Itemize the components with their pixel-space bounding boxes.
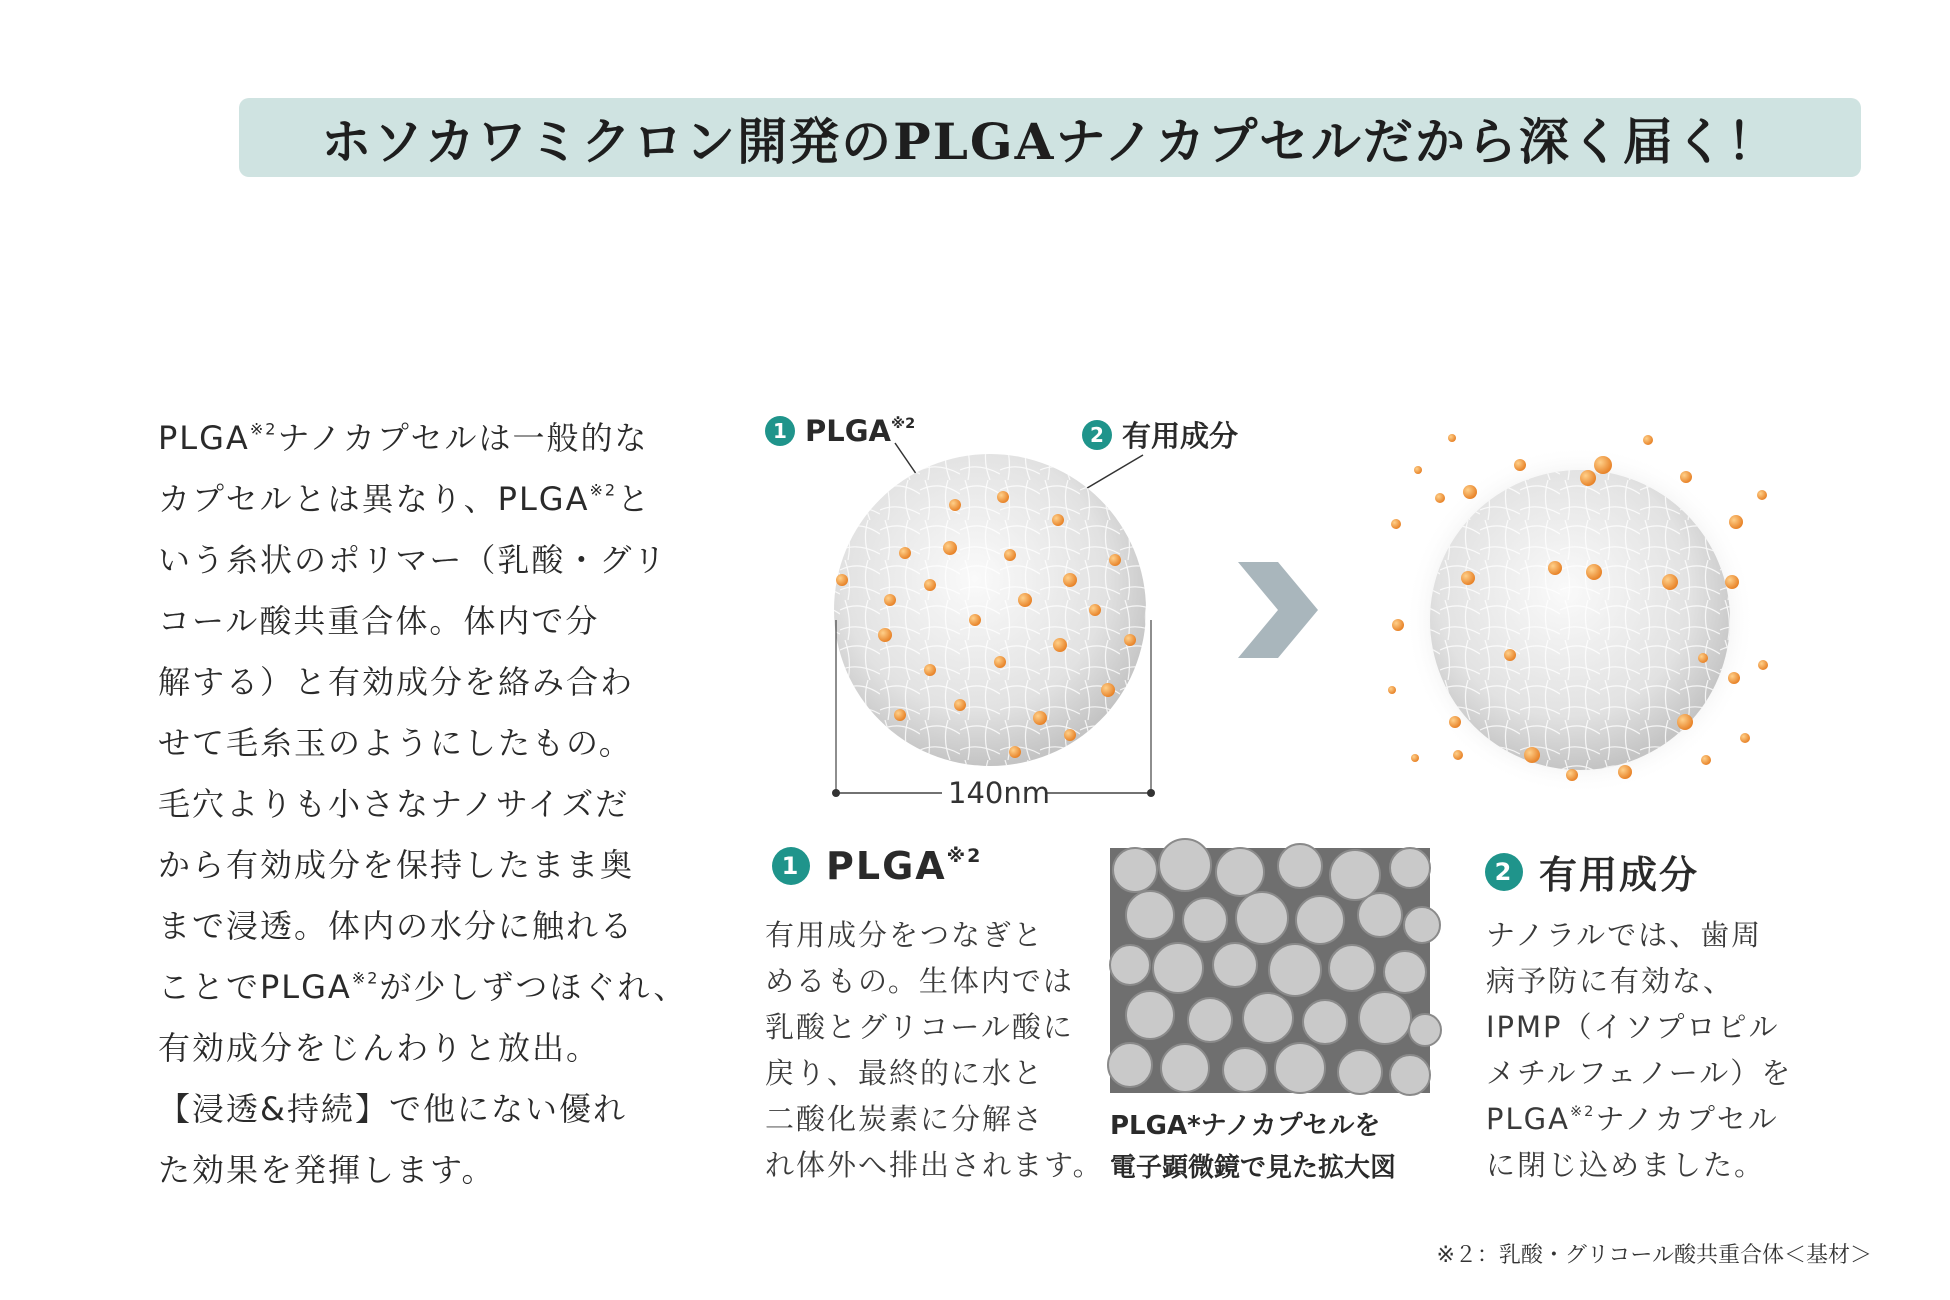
paragraph-line: せて毛糸玉のようにしたもの。: [158, 724, 633, 762]
process-arrow-icon: [1238, 562, 1318, 658]
section-text-active: ナノラルでは、歯周 病予防に有効な、 IPMP（イソプロピル メチルフェノール）を PLGA$^{※2}$ナノカプセル に閉じ込めました。: [1486, 918, 1793, 1182]
micrograph-caption: PLGA*ナノカプセルを 電子顕微鏡で見た拡大図: [1110, 1111, 1397, 1183]
paragraph-line: まで浸透。体内の水分に触れる: [158, 907, 635, 945]
number-badge-2: 2: [1485, 853, 1523, 891]
nanocapsule-left: [834, 454, 1146, 766]
size-label: 140nm: [948, 776, 1050, 810]
number-badge-1: 1: [765, 416, 795, 446]
paragraph-line: 【浸透&持続】で他にない優れ: [158, 1090, 627, 1128]
paragraph-line: ことでPLGA$^{※2}$が少しずつほぐれ、: [158, 968, 688, 1006]
paragraph-line: いう糸状のポリマー（乳酸・グリ: [158, 541, 668, 579]
section-title-plga: 1 PLGA$^{※2}$: [772, 844, 982, 888]
label-plga: 1 PLGA$^{※2}$: [765, 414, 915, 448]
paragraph-line: カプセルとは異なり、PLGA$^{※2}$と: [158, 480, 652, 518]
label-active-ingredient: 2 有用成分: [1082, 414, 1238, 455]
paragraph-line: 解する）と有効成分を絡み合わ: [158, 663, 635, 701]
paragraph-line: 毛穴よりも小さなナノサイズだ: [158, 785, 630, 823]
number-badge-2: 2: [1082, 420, 1112, 450]
section-text-plga: 有用成分をつなぎと めるもの。生体内では 乳酸とグリコール酸に 戻り、最終的に水と 二酸化炭素に分解さ れ体外へ排出されます。: [765, 918, 1104, 1182]
paragraph-line: コール酸共重合体。体内で分: [158, 602, 600, 640]
paragraph-line: PLGA$^{※2}$ナノカプセルは一般的な: [158, 419, 649, 457]
footnote: ※２：乳酸・グリコール酸共重合体＜基材＞: [1436, 1243, 1872, 1268]
number-badge-1: 1: [772, 847, 810, 885]
nanocapsule-releasing: [1388, 434, 1768, 795]
paragraph-line: た効果を発揮します。: [158, 1151, 496, 1189]
section-title-active: 2 有用成分: [1485, 844, 1699, 899]
banner-title: ホソカワミクロン開発のPLGAナノカプセルだから深く届く！: [321, 111, 1779, 171]
paragraph-line: 有効成分をじんわりと放出。: [158, 1029, 601, 1067]
electron-micrograph: [1108, 839, 1441, 1095]
paragraph-line: から有効成分を保持したまま奥: [158, 846, 635, 884]
